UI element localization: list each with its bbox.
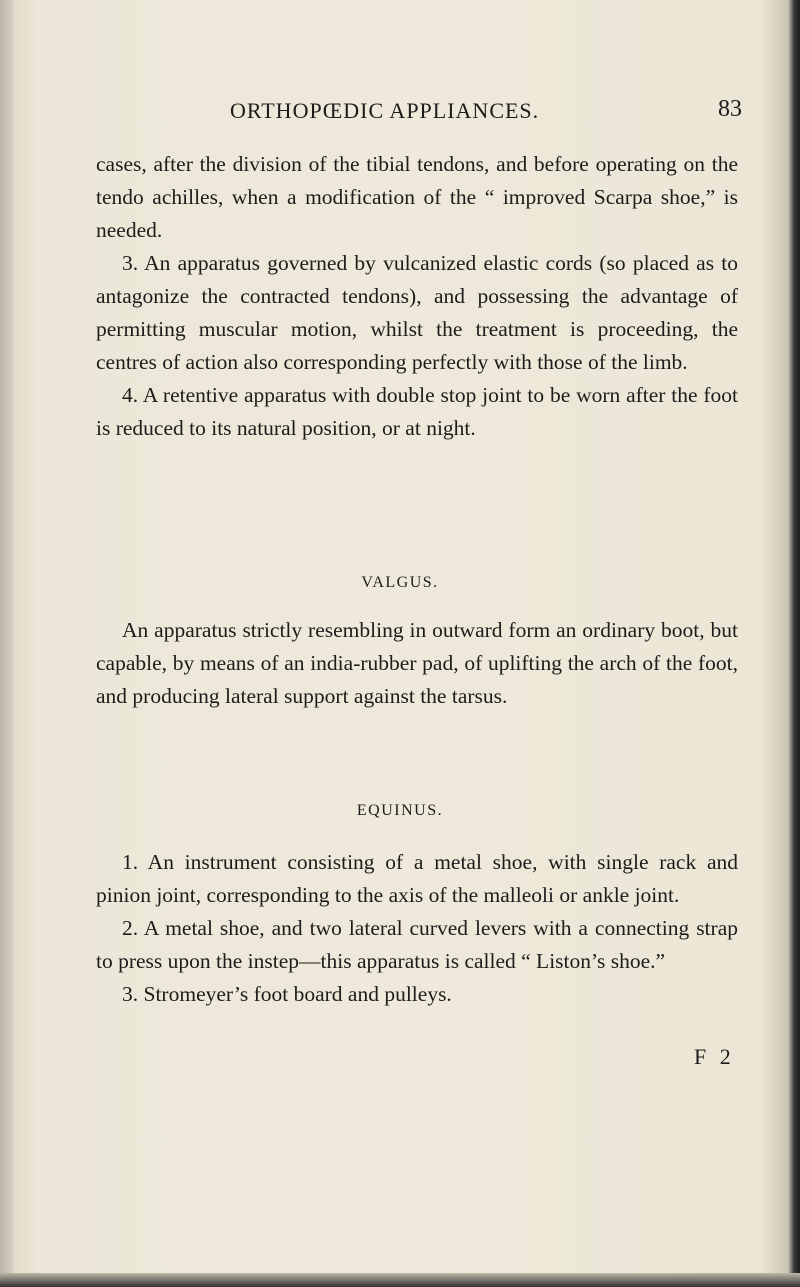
continuation-paragraph: cases, after the division of the tibial tendons, and before operating on the tendo achilles, when a modification of the “ improved Scarpa shoe,” is needed. [96,152,738,242]
equinus-item-1: 1. An instrument consisting of a metal shoe, with single rack and pinion joint, corresponding to the axis of the malleoli or ankle joint. [96,850,738,907]
section-continuation [96,148,738,445]
page-right-edge [788,0,800,1287]
running-title: ORTHOPŒDIC APPLIANCES. [230,98,540,123]
signature-mark: F 2 [694,1044,735,1069]
valgus-section [96,614,738,713]
valgus-heading: VALGUS. [361,574,439,591]
equinus-item-3: 3. Stromeyer’s foot board and pulleys. [122,982,452,1006]
page-gutter-shadow [0,0,14,1287]
page-number: 83 [718,96,742,122]
equinus-section [96,846,738,1011]
item-3-paragraph: 3. An apparatus governed by vulcanized elastic cords (so placed as to antagonize the contracted tendons), and possessing the advantage of permitting muscular motion, whilst the treatment is proceeding, the centres of action also corresponding perfectly with those of the limb. [96,251,738,374]
item-4-paragraph: 4. A retentive apparatus with double stop joint to be worn after the foot is reduced to its natural position, or at night. [96,383,738,440]
equinus-item-2: 2. A metal shoe, and two lateral curved levers with a connecting strap to press upon the instep—this apparatus is called “ Liston’s shoe.” [96,916,738,973]
page-bottom-edge [0,1273,800,1287]
valgus-paragraph: An apparatus strictly resembling in outward form an ordinary boot, but capable, by means of an india-rubber pad, of uplifting the arch of the foot, and producing lateral support against the tarsus. [96,618,738,708]
equinus-heading: EQUINUS. [356,802,444,819]
